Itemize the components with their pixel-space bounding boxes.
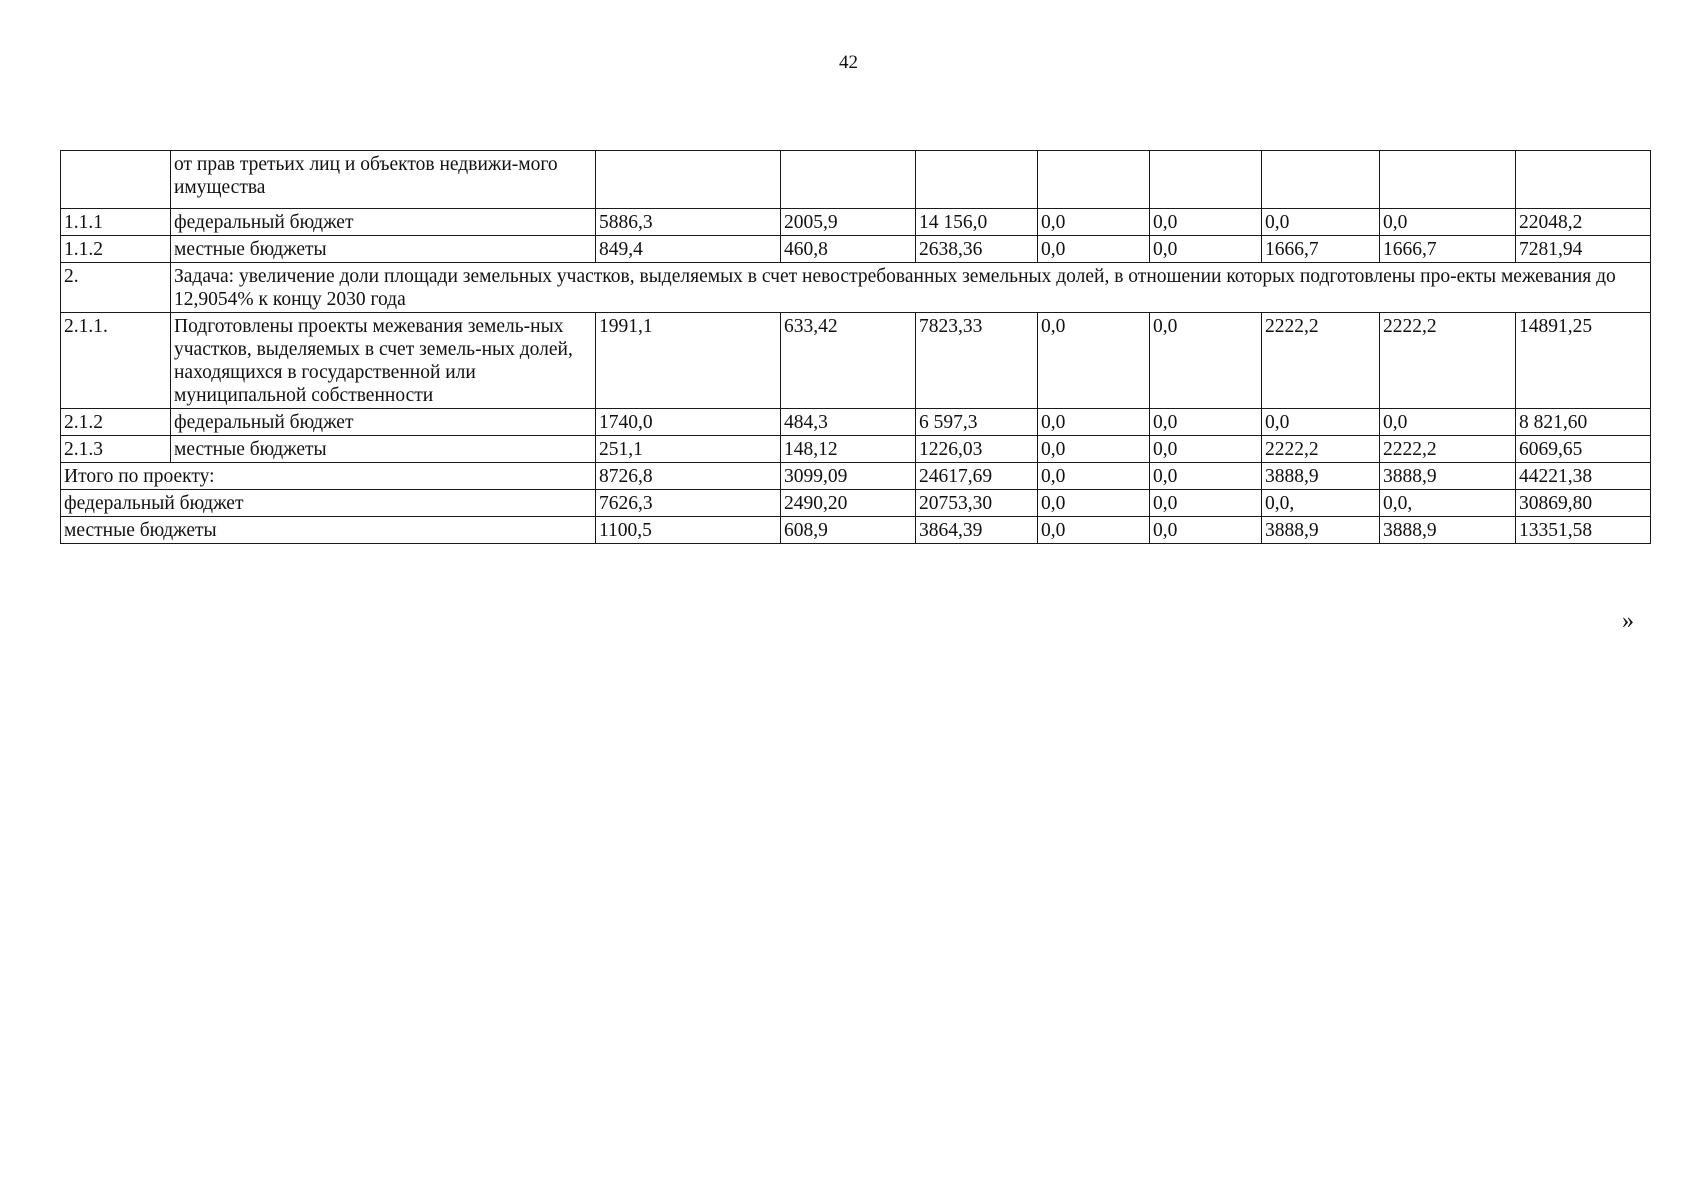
- row-number-cell: 1.1.2: [61, 236, 171, 263]
- value-cell: 7626,3: [596, 490, 781, 517]
- row-number-cell: 2.: [61, 263, 171, 313]
- row-number-cell: 1.1.1: [61, 209, 171, 236]
- value-cell: 0,0: [1038, 209, 1150, 236]
- value-cell: 148,12: [781, 436, 916, 463]
- table-row: [61, 151, 1651, 209]
- value-cell: 0,0: [1038, 313, 1150, 409]
- row-name-cell: Подготовлены проекты межевания земель-ных участков, выделяемых в счет земель-ных долей, находящихся в государственной или муниципальной собственности: [171, 313, 596, 409]
- value-cell: 44221,38: [1516, 463, 1651, 490]
- value-cell: 0,0: [1380, 409, 1516, 436]
- value-cell: 0,0: [1038, 490, 1150, 517]
- value-cell: 0,0: [1262, 409, 1380, 436]
- value-cell: 484,3: [781, 409, 916, 436]
- value-cell: 2490,20: [781, 490, 916, 517]
- value-cell: 1991,1: [596, 313, 781, 409]
- row-name-cell: местные бюджеты: [171, 436, 596, 463]
- table-row: [61, 409, 1651, 436]
- value-cell: 30869,80: [1516, 490, 1651, 517]
- value-cell: 3888,9: [1380, 517, 1516, 544]
- closing-quote-mark: »: [1622, 608, 1634, 634]
- value-cell: 6069,65: [1516, 436, 1651, 463]
- task-text-cell: Задача: увеличение доли площади земельных участков, выделяемых в счет невостребованных земельных долей, в отношении которых подготовлены про-екты межевания до 12,9054% к концу 2030 года: [171, 263, 1651, 313]
- value-cell: 0,0: [1150, 313, 1262, 409]
- value-cell: 3864,39: [916, 517, 1038, 544]
- value-cell: 0,0: [1038, 463, 1150, 490]
- task-row: [61, 263, 1651, 313]
- value-cell: [1380, 151, 1516, 209]
- total-label-cell: федеральный бюджет: [61, 490, 596, 517]
- total-label-cell: местные бюджеты: [61, 517, 596, 544]
- row-number-cell: [61, 151, 171, 209]
- value-cell: 608,9: [781, 517, 916, 544]
- total-row: [61, 490, 1651, 517]
- row-number-cell: 2.1.1.: [61, 313, 171, 409]
- value-cell: 2638,36: [916, 236, 1038, 263]
- value-cell: 13351,58: [1516, 517, 1651, 544]
- value-cell: 2005,9: [781, 209, 916, 236]
- value-cell: 1666,7: [1262, 236, 1380, 263]
- table-row: [61, 436, 1651, 463]
- value-cell: 0,0: [1150, 236, 1262, 263]
- value-cell: 0,0: [1380, 209, 1516, 236]
- value-cell: 8 821,60: [1516, 409, 1651, 436]
- value-cell: 6 597,3: [916, 409, 1038, 436]
- value-cell: 14 156,0: [916, 209, 1038, 236]
- row-number-cell: 2.1.3: [61, 436, 171, 463]
- value-cell: 2222,2: [1380, 313, 1516, 409]
- table-row: [61, 236, 1651, 263]
- value-cell: [1262, 151, 1380, 209]
- budget-table: [60, 150, 1651, 544]
- value-cell: 0,0: [1150, 463, 1262, 490]
- value-cell: 1226,03: [916, 436, 1038, 463]
- value-cell: 0,0: [1038, 436, 1150, 463]
- value-cell: [781, 151, 916, 209]
- value-cell: [596, 151, 781, 209]
- value-cell: 0,0: [1150, 436, 1262, 463]
- value-cell: [916, 151, 1038, 209]
- value-cell: 251,1: [596, 436, 781, 463]
- row-name-cell: от прав третьих лиц и объектов недвижи-мого имущества: [171, 151, 596, 209]
- total-row: [61, 517, 1651, 544]
- value-cell: 22048,2: [1516, 209, 1651, 236]
- row-number-cell: 2.1.2: [61, 409, 171, 436]
- value-cell: 1666,7: [1380, 236, 1516, 263]
- row-name-cell: местные бюджеты: [171, 236, 596, 263]
- value-cell: 849,4: [596, 236, 781, 263]
- value-cell: 20753,30: [916, 490, 1038, 517]
- value-cell: 7281,94: [1516, 236, 1651, 263]
- value-cell: [1038, 151, 1150, 209]
- table-row: [61, 313, 1651, 409]
- page-number: 42: [839, 52, 858, 73]
- value-cell: 1740,0: [596, 409, 781, 436]
- value-cell: 0,0: [1150, 409, 1262, 436]
- value-cell: 3099,09: [781, 463, 916, 490]
- value-cell: 24617,69: [916, 463, 1038, 490]
- value-cell: 0,0: [1150, 209, 1262, 236]
- value-cell: 0,0: [1150, 490, 1262, 517]
- value-cell: 7823,33: [916, 313, 1038, 409]
- value-cell: 0,0: [1150, 517, 1262, 544]
- total-row: [61, 463, 1651, 490]
- value-cell: 633,42: [781, 313, 916, 409]
- row-name-cell: федеральный бюджет: [171, 409, 596, 436]
- value-cell: 2222,2: [1380, 436, 1516, 463]
- value-cell: 3888,9: [1262, 517, 1380, 544]
- value-cell: [1150, 151, 1262, 209]
- value-cell: 2222,2: [1262, 313, 1380, 409]
- value-cell: 0,0: [1038, 409, 1150, 436]
- value-cell: 0,0: [1038, 236, 1150, 263]
- value-cell: [1516, 151, 1651, 209]
- value-cell: 2222,2: [1262, 436, 1380, 463]
- value-cell: 460,8: [781, 236, 916, 263]
- value-cell: 0,0: [1038, 517, 1150, 544]
- value-cell: 0,0: [1262, 209, 1380, 236]
- value-cell: 8726,8: [596, 463, 781, 490]
- value-cell: 1100,5: [596, 517, 781, 544]
- value-cell: 0,0,: [1262, 490, 1380, 517]
- value-cell: 3888,9: [1262, 463, 1380, 490]
- value-cell: 14891,25: [1516, 313, 1651, 409]
- total-label-cell: Итого по проекту:: [61, 463, 596, 490]
- value-cell: 0,0,: [1380, 490, 1516, 517]
- table-row: [61, 209, 1651, 236]
- value-cell: 5886,3: [596, 209, 781, 236]
- row-name-cell: федеральный бюджет: [171, 209, 596, 236]
- value-cell: 3888,9: [1380, 463, 1516, 490]
